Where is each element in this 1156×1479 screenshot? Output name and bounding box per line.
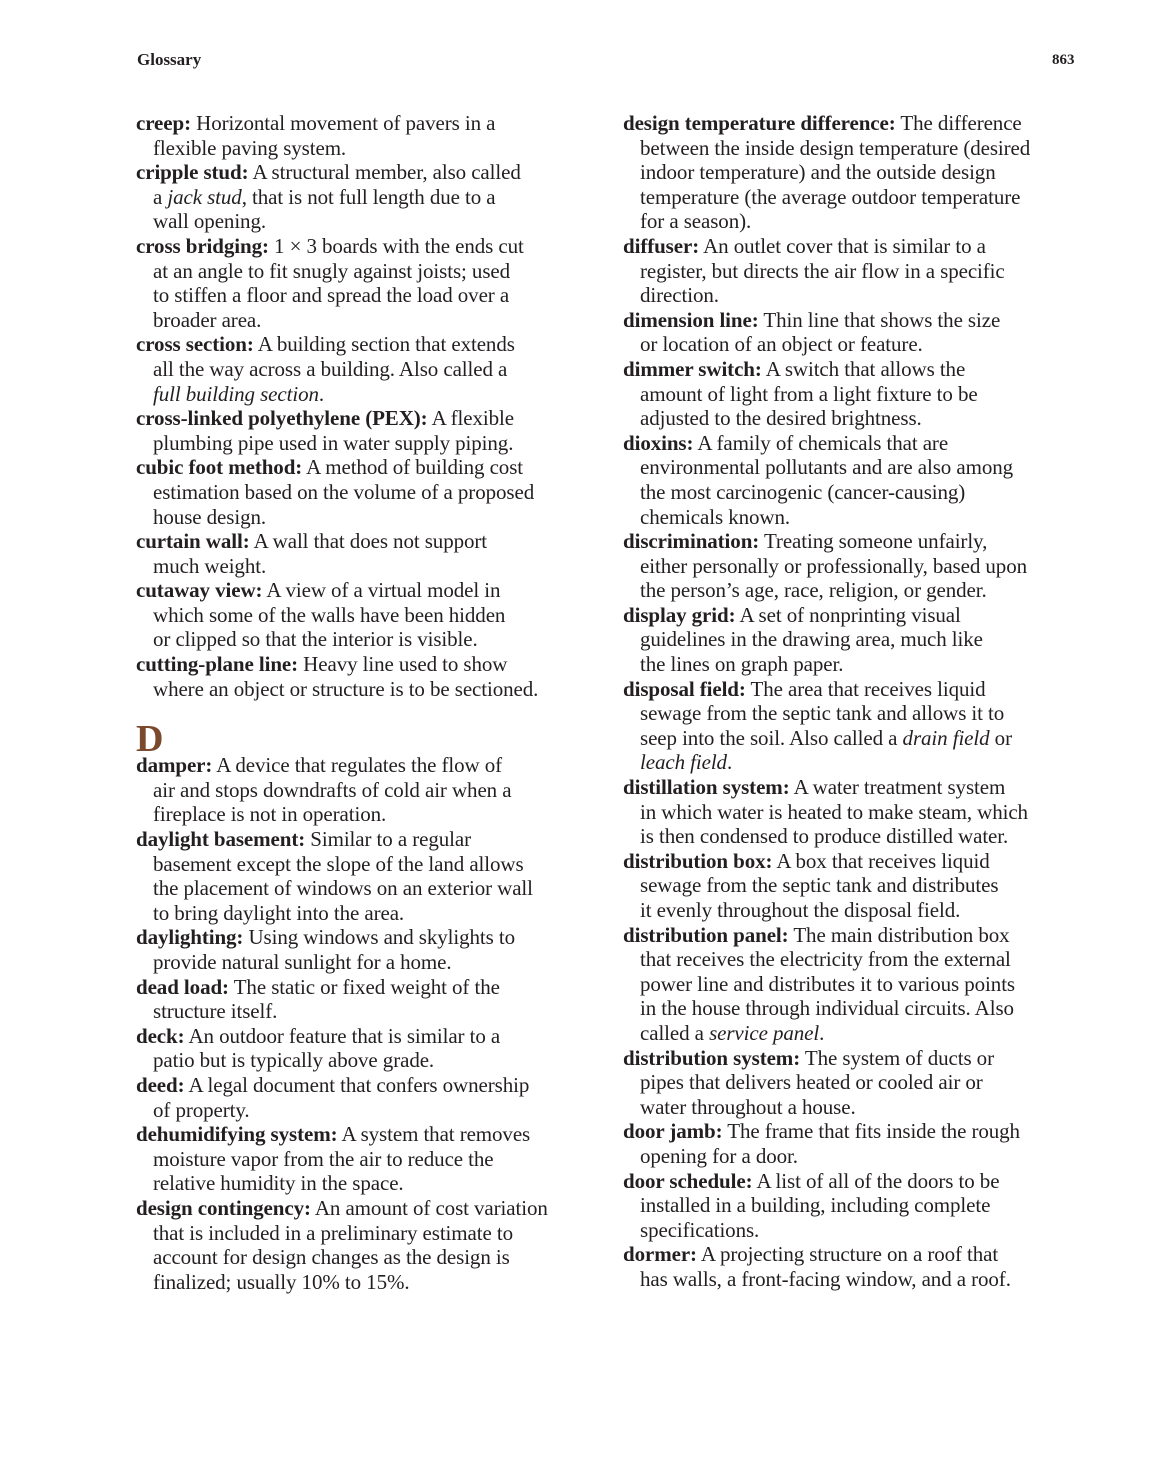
glossary-term: cross bridging:: [136, 233, 269, 258]
entry-line: called a service panel.: [640, 1020, 825, 1045]
entry-line: damper: A device that regulates the flow of: [136, 753, 503, 778]
entry-line: dead load: The static or fixed weight of the: [136, 974, 500, 999]
entry-line: deed: A legal document that confers ownership: [136, 1072, 530, 1097]
glossary-entry: [136, 1196, 606, 1294]
glossary-term: damper:: [136, 753, 213, 778]
entry-line: register, but directs the air flow in a specific: [640, 258, 1005, 283]
glossary-entry: [623, 431, 1093, 529]
entry-line: for a season).: [640, 209, 752, 234]
glossary-term: disposal field:: [623, 676, 746, 701]
entry-line: to stiffen a floor and spread the load over a: [153, 283, 510, 308]
entry-line: estimation based on the volume of a proposed: [153, 479, 535, 504]
entry-line: distribution box: A box that receives liquid: [623, 848, 990, 873]
entry-line: patio but is typically above grade.: [153, 1048, 435, 1073]
entry-line: dioxins: A family of chemicals that are: [623, 430, 949, 455]
section-letter-d: D: [136, 718, 164, 761]
entry-line: wall opening.: [153, 209, 267, 234]
entries-c: [136, 111, 606, 701]
entry-line: cross section: A building section that extends: [136, 332, 515, 357]
glossary-entry: [136, 455, 606, 529]
glossary-entry: [136, 529, 606, 578]
left-column: [136, 111, 606, 1294]
glossary-term: cubic foot method:: [136, 455, 303, 480]
glossary-term: dead load:: [136, 974, 229, 999]
entry-line: moisture vapor from the air to reduce the: [153, 1146, 494, 1171]
glossary-entry: [136, 925, 606, 974]
glossary-term: cutting-plane line:: [136, 652, 299, 677]
entry-line: much weight.: [153, 553, 267, 578]
glossary-term: dimension line:: [623, 307, 759, 332]
glossary-entry: [623, 849, 1093, 923]
entry-line: cripple stud: A structural member, also called: [136, 160, 521, 185]
entry-line: fireplace is not in operation.: [153, 802, 387, 827]
entry-line: broader area.: [153, 307, 262, 332]
entry-line: water throughout a house.: [640, 1094, 856, 1119]
entry-line: seep into the soil. Also called a drain field or: [640, 725, 1012, 750]
glossary-term: creep:: [136, 111, 191, 135]
entry-line: temperature (the average outdoor temperature: [640, 184, 1021, 209]
entry-line: door jamb: The frame that fits inside the rough: [623, 1119, 1020, 1144]
entry-line: design temperature difference: The difference: [623, 111, 1022, 135]
entry-line: provide natural sunlight for a home.: [153, 950, 452, 974]
entry-line: house design.: [153, 504, 267, 529]
glossary-term: discrimination:: [623, 529, 760, 554]
glossary-entry: [136, 406, 606, 455]
glossary-entry: [623, 529, 1093, 603]
entry-line: cubic foot method: A method of building cost: [136, 455, 523, 480]
glossary-term: dormer:: [623, 1242, 697, 1267]
glossary-term: cross section:: [136, 332, 254, 357]
entry-line: air and stops downdrafts of cold air when a: [153, 777, 512, 802]
entry-line: amount of light from a light fixture to be: [640, 381, 978, 406]
glossary-term: display grid:: [623, 602, 736, 627]
entry-line: full building section.: [153, 381, 325, 406]
italic-term: service panel: [709, 1020, 820, 1045]
glossary-entry: [136, 234, 606, 332]
entry-line: daylight basement: Similar to a regular: [136, 827, 471, 852]
entry-line: the lines on graph paper.: [640, 652, 844, 677]
entry-line: display grid: A set of nonprinting visual: [623, 602, 961, 627]
glossary-term: distillation system:: [623, 775, 790, 800]
entries-d: [136, 753, 606, 1294]
entry-line: has walls, a front-facing window, and a roof.: [640, 1266, 1011, 1291]
entry-line: in the house through individual circuits. Also: [640, 996, 1014, 1021]
entry-line: it evenly throughout the disposal field.: [640, 898, 961, 922]
entry-line: design contingency: An amount of cost variation: [136, 1195, 548, 1220]
entry-line: daylighting: Using windows and skylights to: [136, 925, 515, 950]
entry-line: pipes that delivers heated or cooled air or: [640, 1070, 983, 1095]
glossary-term: cutaway view:: [136, 578, 263, 603]
glossary-entry: [623, 923, 1093, 1046]
entry-line: the placement of windows on an exterior wall: [153, 876, 533, 901]
entry-line: direction.: [640, 283, 719, 308]
glossary-term: dimmer switch:: [623, 356, 762, 381]
entry-line: that receives the electricity from the external: [640, 947, 1011, 972]
entry-line: flexible paving system.: [153, 135, 347, 160]
glossary-term: design contingency:: [136, 1195, 311, 1220]
entry-line: guidelines in the drawing area, much like: [640, 627, 983, 652]
glossary-term: door jamb:: [623, 1119, 723, 1144]
glossary-entry: [623, 775, 1093, 849]
italic-term: drain field: [902, 725, 990, 750]
right-column: [623, 111, 1093, 1292]
entry-line: environmental pollutants and are also among: [640, 455, 1014, 480]
glossary-entry: [623, 1169, 1093, 1243]
glossary-entry: [136, 652, 606, 701]
entry-line: creep: Horizontal movement of pavers in a: [136, 111, 496, 135]
glossary-term: design temperature difference:: [623, 111, 896, 135]
entry-line: basement except the slope of the land allows: [153, 851, 524, 876]
glossary-entry: [623, 1119, 1093, 1168]
entry-line: at an angle to fit snugly against joists; used: [153, 258, 511, 283]
entry-line: installed in a building, including complete: [640, 1193, 991, 1218]
entry-line: power line and distributes it to various points: [640, 971, 1016, 996]
entry-line: which some of the walls have been hidden: [153, 602, 506, 627]
entry-line: to bring daylight into the area.: [153, 900, 405, 925]
entry-line: distillation system: A water treatment system: [623, 775, 1006, 800]
entry-line: dimension line: Thin line that shows the size: [623, 307, 1001, 332]
entry-line: finalized; usually 10% to 15%.: [153, 1269, 410, 1294]
entry-line: adjusted to the desired brightness.: [640, 406, 922, 431]
entry-line: distribution panel: The main distribution box: [623, 922, 1010, 947]
glossary-term: cross-linked polyethylene (PEX):: [136, 406, 428, 431]
entry-line: discrimination: Treating someone unfairly,: [623, 529, 988, 554]
entry-line: leach field.: [640, 750, 733, 775]
glossary-term: dioxins:: [623, 430, 694, 455]
entry-line: account for design changes as the design is: [153, 1245, 510, 1270]
glossary-term: deed:: [136, 1072, 185, 1097]
entry-line: deck: An outdoor feature that is similar to a: [136, 1023, 501, 1048]
entry-line: plumbing pipe used in water supply piping.: [153, 430, 514, 455]
glossary-term: dehumidifying system:: [136, 1122, 338, 1147]
entry-line: structure itself.: [153, 999, 278, 1024]
entry-line: dehumidifying system: A system that removes: [136, 1122, 531, 1147]
entry-line: or location of an object or feature.: [640, 332, 923, 357]
entry-line: dormer: A projecting structure on a roof that: [623, 1242, 999, 1267]
glossary-entry: [136, 578, 606, 652]
glossary-entry: [623, 234, 1093, 308]
entry-line: a jack stud, that is not full length due to a: [153, 184, 496, 209]
glossary-term: distribution system:: [623, 1045, 801, 1070]
glossary-term: distribution panel:: [623, 922, 789, 947]
entry-line: cutaway view: A view of a virtual model in: [136, 578, 501, 603]
glossary-term: daylight basement:: [136, 827, 306, 852]
glossary-entry: [623, 1242, 1093, 1291]
glossary-entry: [623, 677, 1093, 775]
entry-line: sewage from the septic tank and allows it to: [640, 701, 1005, 726]
entry-line: door schedule: A list of all of the doors to be: [623, 1168, 1000, 1193]
entry-line: where an object or structure is to be sectioned.: [153, 676, 539, 701]
page-number: 863: [1052, 52, 1075, 68]
glossary-term: diffuser:: [623, 233, 700, 258]
glossary-entry: [136, 753, 606, 827]
running-head: Glossary: [137, 50, 202, 69]
glossary-term: daylighting:: [136, 925, 244, 950]
glossary-term: cripple stud:: [136, 160, 249, 185]
entry-line: all the way across a building. Also called a: [153, 356, 508, 381]
entry-line: in which water is heated to make steam, which: [640, 799, 1028, 824]
entry-line: dimmer switch: A switch that allows the: [623, 356, 966, 381]
glossary-entry: [136, 1122, 606, 1196]
entries-right: [623, 111, 1093, 1292]
entry-line: either personally or professionally, based upon: [640, 553, 1027, 578]
entry-line: sewage from the septic tank and distributes: [640, 873, 999, 898]
glossary-entry: [623, 357, 1093, 431]
entry-line: disposal field: The area that receives liquid: [623, 676, 986, 701]
glossary-entry: [136, 1073, 606, 1122]
entry-line: that is included in a preliminary estimate to: [153, 1220, 513, 1245]
glossary-entry: [136, 975, 606, 1024]
glossary-entry: [623, 111, 1093, 234]
entry-line: cross-linked polyethylene (PEX): A flexible: [136, 406, 514, 431]
glossary-entry: [623, 603, 1093, 677]
entry-line: cross bridging: 1 × 3 boards with the ends cut: [136, 233, 524, 258]
entry-line: opening for a door.: [640, 1143, 798, 1168]
glossary-entry: [136, 827, 606, 925]
italic-term: jack stud: [167, 184, 242, 209]
entry-line: or clipped so that the interior is visible.: [153, 627, 478, 652]
entry-line: the person’s age, race, religion, or gender.: [640, 578, 987, 603]
entry-line: diffuser: An outlet cover that is similar to a: [623, 233, 986, 258]
glossary-entry: [136, 332, 606, 406]
entry-line: the most carcinogenic (cancer-causing): [640, 479, 966, 504]
glossary-term: curtain wall:: [136, 529, 250, 554]
glossary-entry: [136, 1024, 606, 1073]
entry-line: relative humidity in the space.: [153, 1171, 404, 1196]
entry-line: chemicals known.: [640, 504, 791, 529]
entry-line: is then condensed to produce distilled water.: [640, 824, 1009, 849]
entry-line: distribution system: The system of ducts or: [623, 1045, 994, 1070]
glossary-term: door schedule:: [623, 1168, 753, 1193]
glossary-entry: [136, 111, 606, 160]
entry-line: cutting-plane line: Heavy line used to show: [136, 652, 508, 677]
glossary-entry: [136, 160, 606, 234]
entry-line: between the inside design temperature (desired: [640, 135, 1031, 160]
entry-line: of property.: [153, 1097, 250, 1122]
glossary-term: deck:: [136, 1023, 185, 1048]
entry-line: indoor temperature) and the outside design: [640, 160, 996, 185]
entry-line: specifications.: [640, 1217, 760, 1242]
italic-term: leach field: [640, 750, 727, 775]
glossary-entry: [623, 308, 1093, 357]
entry-line: curtain wall: A wall that does not support: [136, 529, 488, 554]
glossary-term: distribution box:: [623, 848, 773, 873]
glossary-entry: [623, 1046, 1093, 1120]
italic-term: full building section: [153, 381, 319, 406]
